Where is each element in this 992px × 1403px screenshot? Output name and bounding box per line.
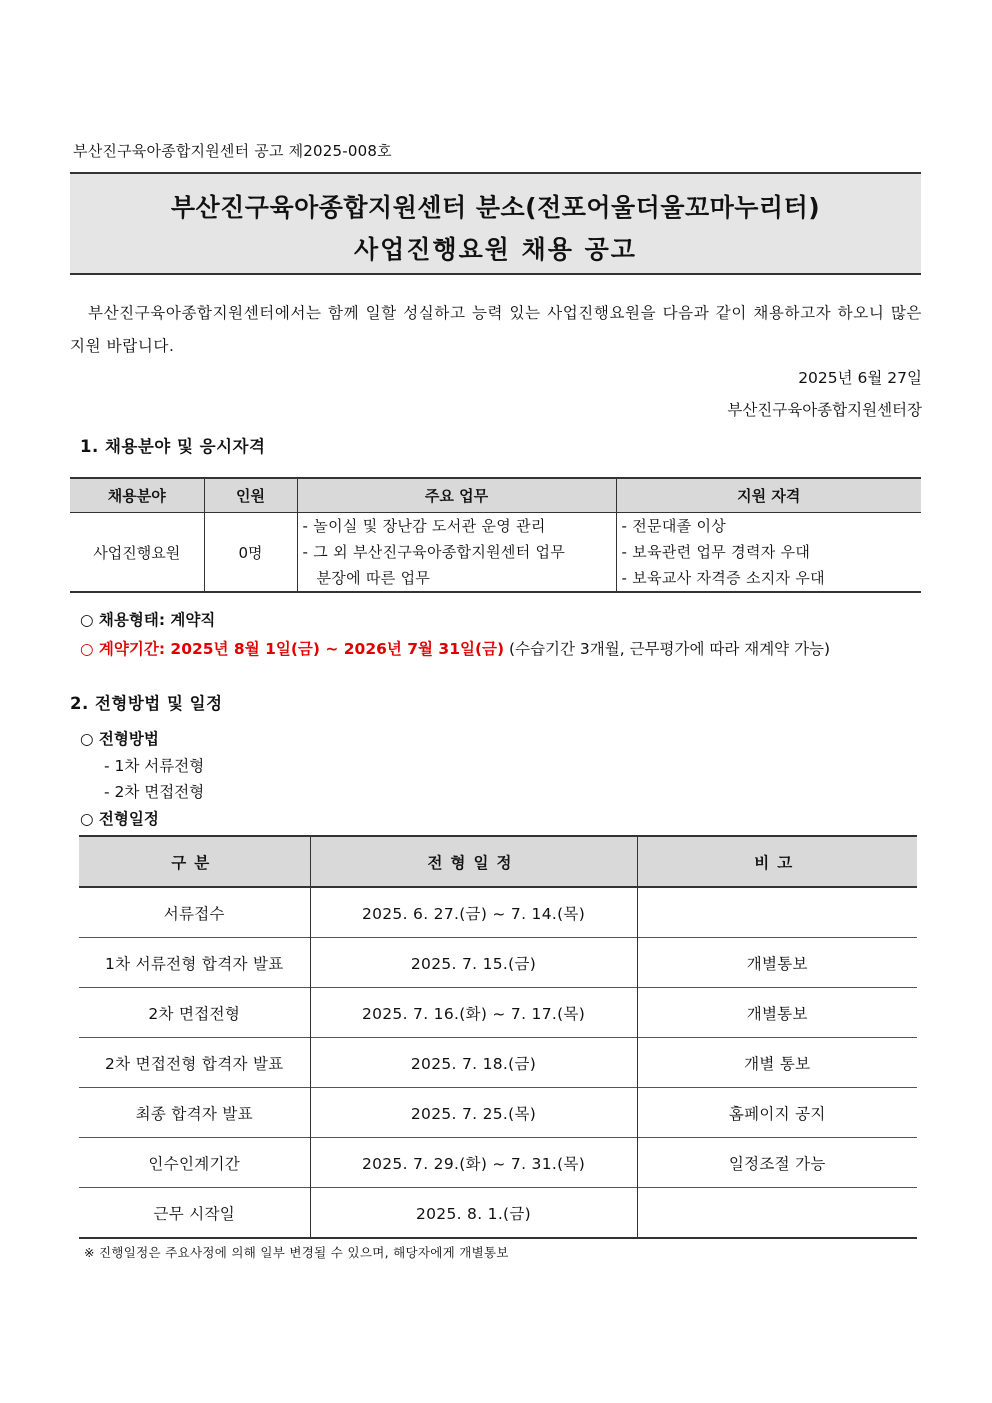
table-row (79, 938, 917, 988)
duty-line: 분장에 따른 업무 (316, 569, 431, 587)
table-row (79, 988, 917, 1038)
title-line-2: 사업진행요원 채용 공고 (354, 235, 637, 264)
qualification-line: - 전문대졸 이상 (621, 517, 727, 535)
contract-period (80, 637, 830, 659)
table-row (70, 513, 921, 593)
count-cell: 0명 (204, 513, 297, 593)
qualification-line: - 보육교사 자격증 소지자 우대 (621, 569, 825, 587)
schedule-note: 개별 통보 (637, 1038, 917, 1088)
header-duties: 주요 업무 (297, 478, 616, 513)
header-count: 인원 (204, 478, 297, 513)
schedule-date: 2025. 7. 29.(화) ~ 7. 31.(목) (310, 1138, 637, 1188)
recruitment-table (70, 477, 921, 593)
schedule-date: 2025. 7. 18.(금) (310, 1038, 637, 1088)
duty-line: - 그 외 부산진구육아종합지원센터 업무 (302, 543, 566, 561)
publisher: 부산진구육아종합지원센터장 (727, 401, 922, 419)
title-line-1: 부산진구육아종합지원센터 분소(전포어울더울꼬마누리터) (170, 193, 821, 222)
method-item: - 1차 서류전형 (104, 757, 205, 775)
schedule-item: 인수인계기간 (79, 1138, 310, 1188)
schedule-note (637, 887, 917, 938)
schedule-item: 근무 시작일 (79, 1188, 310, 1239)
qualification-line: - 보육관련 업무 경력자 우대 (621, 543, 811, 561)
table-row (79, 887, 917, 938)
header-field: 채용분야 (70, 478, 204, 513)
schedule-note: 일정조절 가능 (637, 1138, 917, 1188)
schedule-date: 2025. 7. 16.(화) ~ 7. 17.(목) (310, 988, 637, 1038)
schedule-date: 2025. 7. 15.(금) (310, 938, 637, 988)
schedule-date: 2025. 7. 25.(목) (310, 1088, 637, 1138)
schedule-item: 1차 서류전형 합격자 발표 (79, 938, 310, 988)
schedule-note: 개별통보 (637, 938, 917, 988)
schedule-note (637, 1188, 917, 1239)
employment-type: ○ 채용형태: 계약직 (80, 611, 216, 629)
schedule-item: 서류접수 (163, 904, 225, 923)
schedule-note: 홈페이지 공지 (637, 1088, 917, 1138)
schedule-date: 2025. 6. 27.(금) ~ 7. 14.(목) (310, 887, 637, 938)
schedule-table-header (79, 836, 917, 887)
table-row (79, 1188, 917, 1239)
schedule-item: 2차 면접전형 합격자 발표 (79, 1038, 310, 1088)
schedule-item: 최종 합격자 발표 (79, 1088, 310, 1138)
title-box (70, 172, 921, 275)
header-note: 비고 (637, 836, 917, 887)
footnote: ※ 진행일정은 주요사정에 의해 일부 변경될 수 있으며, 해당자에게 개별통보 (84, 1245, 509, 1260)
schedule-date: 2025. 8. 1.(금) (310, 1188, 637, 1239)
table-row (79, 1038, 917, 1088)
notice-number: 부산진구육아종합지원센터 공고 제2025-008호 (73, 142, 392, 160)
schedule-note: 개별통보 (637, 988, 917, 1038)
field-cell: 사업진행요원 (70, 513, 204, 593)
duty-line: - 놀이실 및 장난감 도서관 운영 관리 (302, 517, 546, 535)
contract-note: (수습기간 3개월, 근무평가에 따라 재계약 가능) (509, 640, 831, 658)
method-heading: ○ 전형방법 (80, 730, 159, 748)
section2-title: 2. 전형방법 및 일정 (70, 694, 223, 713)
schedule-table (79, 835, 917, 1239)
header-category: 구분 (79, 836, 310, 887)
recruitment-table-header (70, 478, 921, 513)
header-schedule: 전형일정 (310, 836, 637, 887)
table-row (79, 1138, 917, 1188)
publish-date: 2025년 6월 27일 (798, 369, 922, 387)
schedule-heading: ○ 전형일정 (80, 810, 159, 828)
section1-title: 1. 채용분야 및 응시자격 (80, 437, 266, 456)
header-qualifications: 지원 자격 (616, 478, 921, 513)
method-item: - 2차 면접전형 (104, 783, 205, 801)
duties-cell (297, 513, 616, 593)
contract-period-label: ○ 계약기간: 2025년 8월 1일(금) ~ 2026년 7월 31일(금) (80, 640, 505, 658)
qualifications-cell (616, 513, 921, 593)
table-row (79, 1088, 917, 1138)
intro-paragraph: 부산진구육아종합지원센터에서는 함께 일할 성실하고 능력 있는 사업진행요원을 다음과 같이 채용하고자 하오니 많은 지원 바랍니다. (70, 304, 922, 355)
schedule-item: 2차 면접전형 (79, 988, 310, 1038)
